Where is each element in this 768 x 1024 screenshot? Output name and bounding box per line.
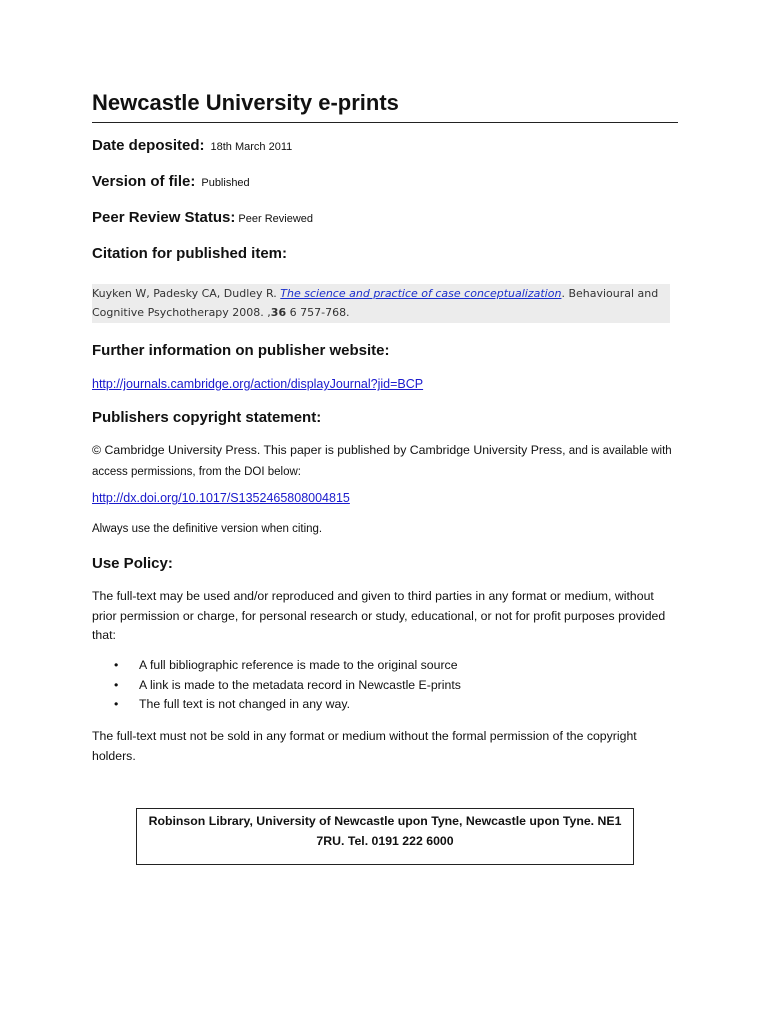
version-value: Published	[201, 177, 250, 189]
doi-link[interactable]: http://dx.doi.org/10.1017/S1352465808004815	[92, 491, 350, 505]
citation-authors: Kuyken W, Padesky CA, Dudley R.	[92, 287, 281, 300]
citation-title-link[interactable]: The science and practice of case conceptualization	[280, 287, 562, 300]
version-row	[92, 173, 250, 190]
use-policy-closing: The full-text must not be sold in any format or medium without the formal permission of the copyright holders.	[92, 729, 637, 763]
copyright-statement	[92, 441, 682, 482]
copyright-statement-main: © Cambridge University Press. This paper is published by Cambridge University Press,	[92, 443, 566, 457]
further-info-heading: Further information on publisher website:	[92, 342, 390, 359]
date-deposited-label: Date deposited:	[92, 137, 205, 154]
date-deposited-value: 18th March 2011	[210, 141, 293, 153]
copyright-statement-rest: and is available with access permissions, from the DOI below:	[92, 445, 672, 478]
date-deposited-row	[92, 137, 292, 154]
peer-review-value: Peer Reviewed	[238, 213, 313, 225]
use-policy-intro: The full-text may be used and/or reproduced and given to third parties in any format or medium, without prior permission or charge, for personal research or study, educational, or not for profit purposes provided that:	[92, 589, 666, 642]
definitive-version-note: Always use the definitive version when citing.	[92, 523, 323, 535]
citation-volume: 36	[270, 306, 287, 319]
citation-journal: . Behavioural and Cognitive Psychotherapy 2008. ,	[92, 287, 659, 319]
title-divider	[92, 122, 678, 123]
citation-heading: Citation for published item:	[92, 245, 287, 262]
list-item: • A full bibliographic reference is made to the original source	[92, 656, 672, 676]
peer-review-label: Peer Review Status:	[92, 209, 236, 226]
address-line-1: Robinson Library, University of Newcastle upon Tyne, Newcastle upon Tyne. NE1	[148, 814, 622, 828]
publisher-website-link[interactable]: http://journals.cambridge.org/action/displayJournal?jid=BCP	[92, 377, 424, 391]
citation-pages: 6 757-768.	[286, 306, 350, 319]
version-label: Version of file:	[92, 173, 196, 190]
peer-review-row	[92, 209, 313, 226]
use-policy-heading: Use Policy:	[92, 555, 173, 572]
list-item: • The full text is not changed in any way.	[92, 695, 672, 715]
copyright-heading: Publishers copyright statement:	[92, 409, 322, 426]
list-item: • A link is made to the metadata record in Newcastle E-prints	[92, 676, 672, 696]
address-line-2: 7RU. Tel. 0191 222 6000	[316, 833, 454, 848]
address-box	[136, 808, 634, 865]
page-title: Newcastle University e-prints	[92, 90, 399, 115]
citation-block	[92, 284, 670, 323]
use-policy-conditions	[92, 656, 672, 715]
